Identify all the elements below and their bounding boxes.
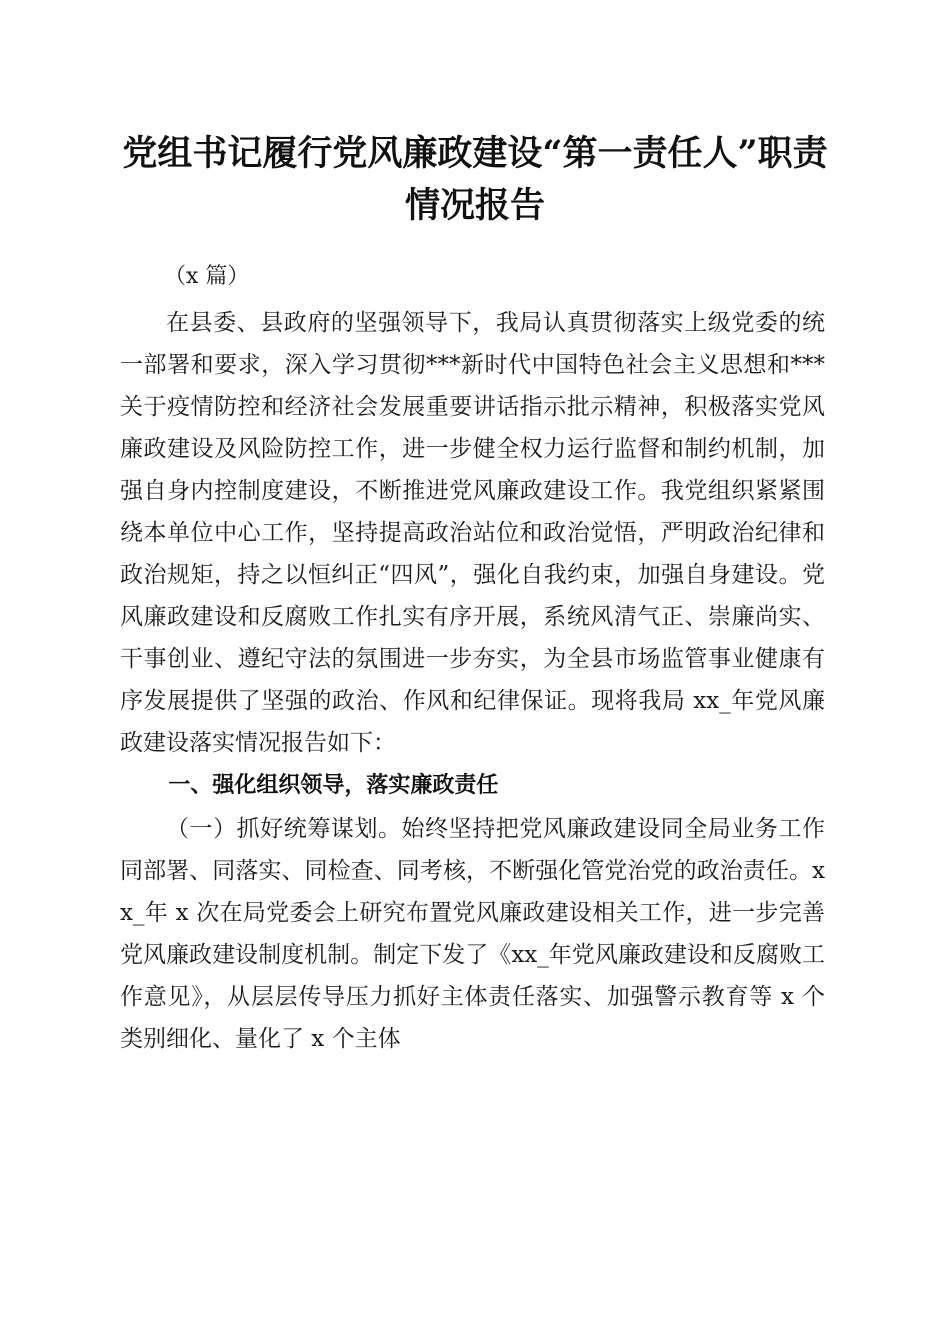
document-subtitle: （x 篇） [164,264,250,289]
section-1-paragraph-1: （一）抓好统筹谋划。始终坚持把党风廉政建设同全局业务工作同部署、同落实、同检查、同考核，不断强化管党治党的政治责任。xx_年 x 次在局党委会上研究布置党风廉政建设相关工作，进一步完善党风廉政建设制度机制。制定下发了《xx_年党风廉政建设和反腐败工作意见》，从层层传导压力抓好主体责任落实、加强警示教育等 x 个类别细化、量化了 x 个主体 [120,816,825,1052]
intro-paragraph: 在县委、县政府的坚强领导下，我局认真贯彻落实上级党委的统一部署和要求，深入学习贯彻***新时代中国特色社会主义思想和***关于疫情防控和经济社会发展重要讲话指示批示精神，积极落实党风廉政建设及风险防控工作，进一步健全权力运行监督和制约机制，加强自身内控制度建设，不断推进党风廉政建设工作。我党组织紧紧围绕本单位中心工作，坚持提高政治站位和政治觉悟，严明政治纪律和政治规矩，持之以恒纠正“四风”，强化自我约束，加强自身建设。党风廉政建设和反腐败工作扎实有序开展，系统风清气正、崇廉尚实、干事创业、遵纪守法的氛围进一步夯实，为全县市场监管事业健康有序发展提供了坚强的政治、作风和纪律保证。现将我局 xx_年党风廉政建设落实情况报告如下： [120,310,825,756]
document-body [120,256,825,1060]
section-heading-1: 一、强化组织领导，落实廉政责任 [168,773,499,798]
document-title: 党组书记履行党风廉政建设“第一责任人”职责情况报告 [122,133,828,226]
